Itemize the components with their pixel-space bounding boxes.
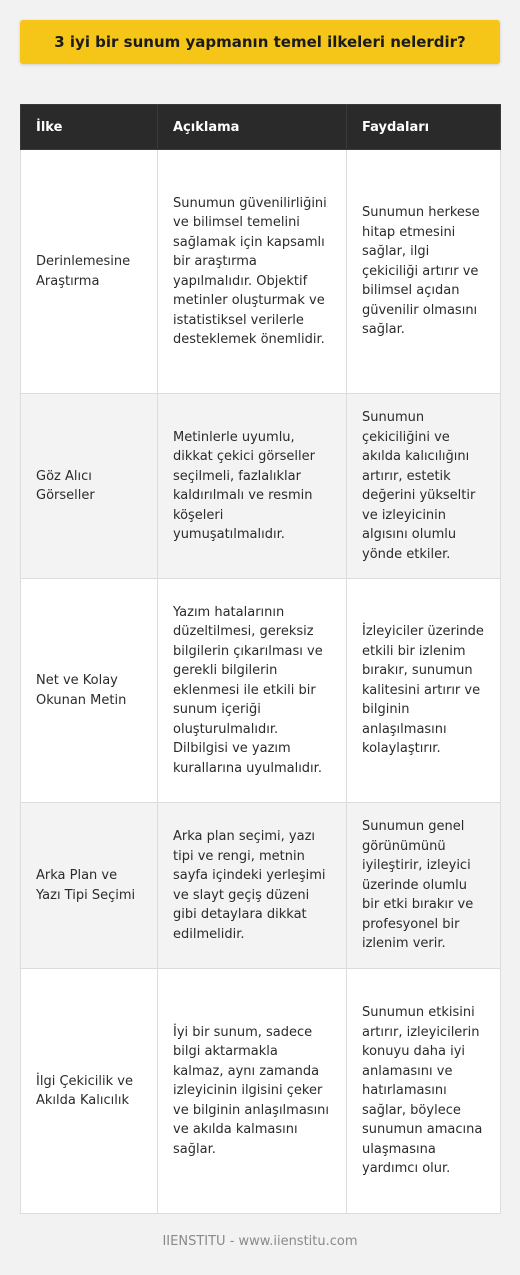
header-aciklama: Açıklama [158, 105, 347, 150]
header-ilke: İlke [21, 105, 158, 150]
cell-aciklama: İyi bir sunum, sadece bilgi aktarmakla kalmaz, aynı zamanda izleyicinin ilgisini çeker ve bilginin anlaşılmasını ve akılda kalmasını sağlar. [158, 969, 347, 1214]
cell-faydalari: Sunumun etkisini artırır, izleyicilerin konuyu daha iyi anlamasını ve hatırlamasını sağlar, böylece sunumun amacına ulaşmasına yardımcı olur. [347, 969, 501, 1214]
title-banner [20, 20, 500, 64]
cell-faydalari: Sunumun herkese hitap etmesini sağlar, ilgi çekiciliği artırır ve bilimsel açıdan güvenilir olmasını sağlar. [347, 150, 501, 394]
principles-table-container [20, 104, 500, 1214]
table-row [21, 150, 501, 394]
header-row [21, 105, 501, 150]
principles-table [20, 104, 501, 1214]
cell-aciklama: Arka plan seçimi, yazı tipi ve rengi, metnin sayfa içindeki yerleşimi ve slayt geçiş düzeni gibi detaylara dikkat edilmelidir. [158, 803, 347, 969]
cell-ilke: İlgi Çekicilik ve Akılda Kalıcılık [21, 969, 158, 1214]
cell-faydalari: Sunumun çekiciliğini ve akılda kalıcılığını artırır, estetik değerini yükseltir ve izleyicinin algısını olumlu yönde etkiler. [347, 394, 501, 579]
table-row [21, 394, 501, 579]
table-row [21, 579, 501, 803]
table-row [21, 969, 501, 1214]
cell-aciklama: Yazım hatalarının düzeltilmesi, gereksiz bilgilerin çıkarılması ve gerekli bilgilerin eklenmesi ile etkili bir sunum içeriği oluşturulmalıdır. Dilbilgisi ve yazım kurallarına uyulmalıdır. [158, 579, 347, 803]
page-title: 3 iyi bir sunum yapmanın temel ilkeleri nelerdir? [54, 33, 466, 51]
table-body [21, 150, 501, 1214]
cell-ilke: Arka Plan ve Yazı Tipi Seçimi [21, 803, 158, 969]
cell-faydalari: Sunumun genel görünümünü iyileştirir, izleyici üzerinde olumlu bir etki bırakır ve profesyonel bir izlenim verir. [347, 803, 501, 969]
footer-credit: IIENSTITU - www.iienstitu.com [162, 1234, 358, 1249]
table-header [21, 105, 501, 150]
cell-ilke: Derinlemesine Araştırma [21, 150, 158, 394]
cell-ilke: Göz Alıcı Görseller [21, 394, 158, 579]
table-row [21, 803, 501, 969]
cell-aciklama: Sunumun güvenilirliğini ve bilimsel temelini sağlamak için kapsamlı bir araştırma yapılmalıdır. Objektif metinler oluşturmak ve istatistiksel verilerle desteklemek önemlidir. [158, 150, 347, 394]
cell-faydalari: İzleyiciler üzerinde etkili bir izlenim bırakır, sunumun kalitesini artırır ve bilginin anlaşılmasını kolaylaştırır. [347, 579, 501, 803]
cell-ilke: Net ve Kolay Okunan Metin [21, 579, 158, 803]
cell-aciklama: Metinlerle uyumlu, dikkat çekici görseller seçilmeli, fazlalıklar kaldırılmalı ve resmin köşeleri yumuşatılmalıdır. [158, 394, 347, 579]
header-faydalari: Faydaları [347, 105, 501, 150]
